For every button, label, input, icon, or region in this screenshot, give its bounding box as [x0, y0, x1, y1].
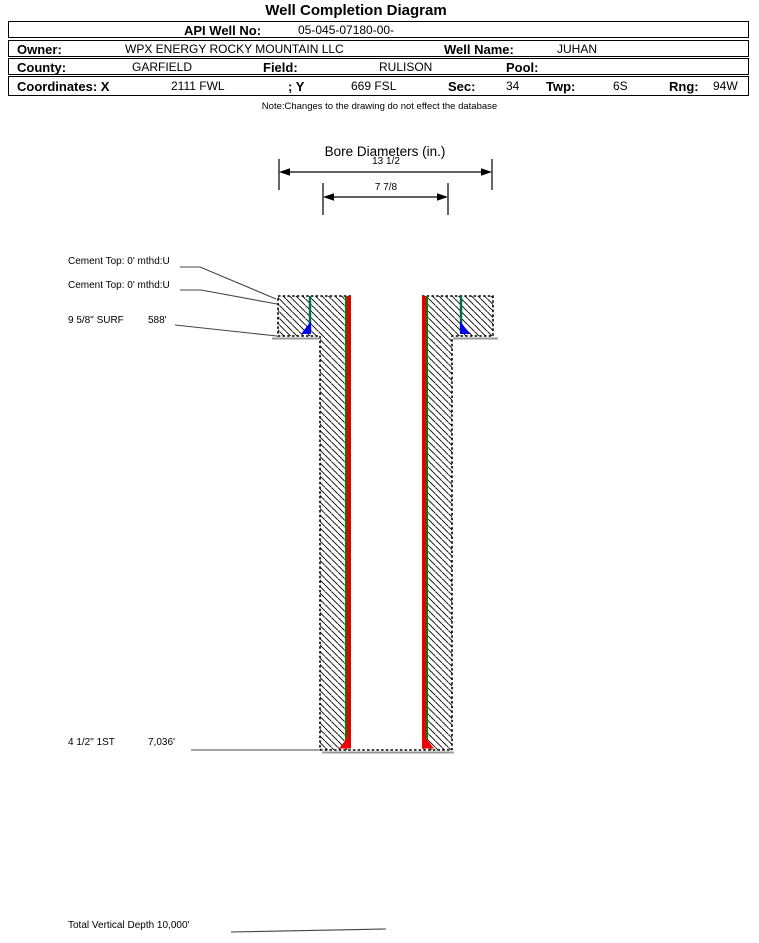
leader-lines: [175, 267, 386, 932]
api-label: API Well No:: [184, 23, 262, 38]
outer-diameter-label: 13 1/2: [372, 156, 400, 167]
owner-value: WPX ENERGY ROCKY MOUNTAIN LLC: [125, 42, 344, 56]
arrowhead-left-icon: [279, 168, 290, 176]
y-coordinate-label: ; Y: [288, 79, 305, 94]
outer-diameter-dimension: [279, 159, 492, 190]
rng-label: Rng:: [669, 79, 699, 94]
cement-block-top-right: [422, 296, 493, 336]
bore-diameters-title: Bore Diameters (in.): [324, 144, 446, 159]
leader-total-depth: [231, 929, 386, 932]
api-value: 05-045-07180-00-: [298, 23, 395, 37]
cement-annulus: [278, 296, 493, 750]
page-title: Well Completion Diagram: [265, 2, 447, 19]
well-name-value: JUHAN: [557, 42, 598, 56]
county-label: County:: [17, 60, 67, 75]
production-casing-label: 4 1/2" 1ST: [68, 737, 115, 748]
owner-label: Owner:: [17, 42, 62, 57]
field-value: RULISON: [379, 60, 433, 74]
inner-diameter-label: 7 7/8: [374, 182, 398, 193]
arrowhead-right-icon: [437, 193, 448, 201]
total-vertical-depth-label: Total Vertical Depth 10,000': [68, 920, 190, 931]
twp-value: 6S: [613, 79, 628, 93]
sec-value: 34: [506, 79, 520, 93]
cement-block-top-left: [278, 296, 351, 336]
borehole-outline: [278, 296, 493, 750]
x-coordinate-value: 2111 FWL: [171, 79, 225, 93]
production-casing-depth: 7,036': [148, 737, 175, 748]
arrowhead-left-icon: [323, 193, 334, 201]
surface-casing-depth: 588': [148, 315, 167, 326]
production-casing: [349, 296, 424, 748]
pool-label: Pool:: [506, 60, 539, 75]
county-value: GARFIELD: [132, 60, 193, 74]
field-label: Field:: [263, 60, 298, 75]
sec-label: Sec:: [448, 79, 476, 94]
twp-label: Twp:: [546, 79, 576, 94]
cement-lines: [346, 296, 427, 748]
leader-cement-top-2: [180, 290, 277, 304]
inner-diameter-dimension: [323, 183, 448, 215]
cement-top-2-label: Cement Top: 0' mthd:U: [68, 280, 170, 291]
arrowhead-right-icon: [481, 168, 492, 176]
rng-value: 94W: [713, 79, 738, 93]
leader-cement-top-1: [180, 267, 276, 299]
cement-top-1-label: Cement Top: 0' mthd:U: [68, 256, 170, 267]
database-note: Note:Changes to the drawing do not effect the database: [261, 101, 498, 112]
shadow-lines: [272, 339, 498, 753]
coordinates-label: Coordinates: X: [17, 79, 110, 94]
leader-surface-casing: [175, 325, 277, 336]
surface-casing-label: 9 5/8" SURF: [68, 315, 124, 326]
well-name-label: Well Name:: [444, 42, 514, 57]
y-coordinate-value: 669 FSL: [351, 79, 397, 93]
